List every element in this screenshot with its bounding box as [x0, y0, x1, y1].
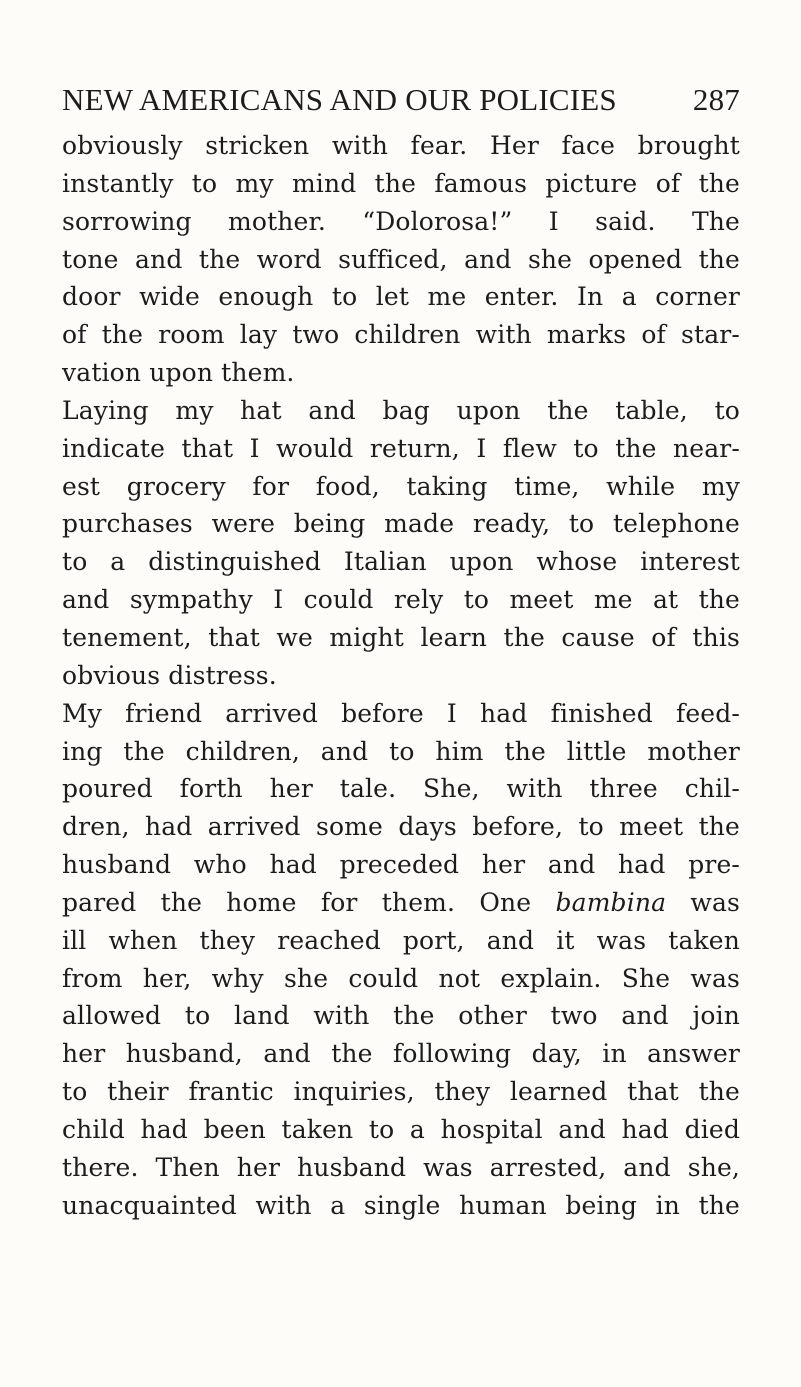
paragraph-end-line: obvious distress. [62, 660, 277, 690]
text-line: tenement, that we might learn the cause of this [62, 622, 740, 652]
text-line: unacquainted with a single human being in the [62, 1190, 740, 1220]
text-line: poured forth her tale. She, with three chil- [62, 774, 740, 804]
text-line: from her, why she could not explain. She was [62, 963, 740, 993]
text-line: there. Then her husband was arrested, and she, [62, 1152, 740, 1182]
text-line: ing the children, and to him the little mother [62, 736, 740, 766]
text-line: and sympathy I could rely to meet me at the [62, 585, 740, 615]
text-line-with-italic [62, 884, 740, 922]
text-line: of the room lay two children with marks of star- [62, 320, 740, 350]
paragraph-start-line: My friend arrived before I had finished feed- [62, 698, 740, 728]
text-line: instantly to my mind the famous picture of the [62, 168, 740, 198]
text-line: indicate that I would return, I flew to the near- [62, 433, 740, 463]
text-line: to their frantic inquiries, they learned that the [62, 1077, 740, 1107]
text-line: sorrowing mother. “Dolorosa!” I said. The [62, 206, 740, 236]
text-line: dren, had arrived some days before, to meet the [62, 812, 740, 842]
text-line: allowed to land with the other two and join [62, 1001, 740, 1031]
text-line: to a distinguished Italian upon whose interest [62, 547, 740, 577]
text-line: husband who had preceded her and had pre- [62, 850, 740, 880]
body-text [62, 127, 740, 1224]
text-line: tone and the word sufficed, and she opened the [62, 244, 740, 274]
text-line: ill when they reached port, and it was taken [62, 925, 740, 955]
italic-word: bambina [555, 887, 667, 917]
running-head [62, 78, 740, 122]
page-number: 287 [692, 82, 740, 117]
text-line: her husband, and the following day, in answer [62, 1039, 740, 1069]
line-segment: pared the home for them. One [62, 887, 556, 917]
text-line: purchases were being made ready, to telephone [62, 509, 740, 539]
text-line: est grocery for food, taking time, while my [62, 471, 740, 501]
text-line: child had been taken to a hospital and had died [62, 1114, 740, 1144]
line-segment: was [666, 887, 740, 917]
paragraph-start-line: Laying my hat and bag upon the table, to [62, 395, 740, 425]
text-line: door wide enough to let me enter. In a corner [62, 282, 740, 312]
text-line: obviously stricken with fear. Her face brought [62, 131, 740, 160]
running-head-title: NEW AMERICANS AND OUR POLICIES [62, 82, 617, 117]
paragraph-end-line: vation upon them. [62, 358, 295, 388]
